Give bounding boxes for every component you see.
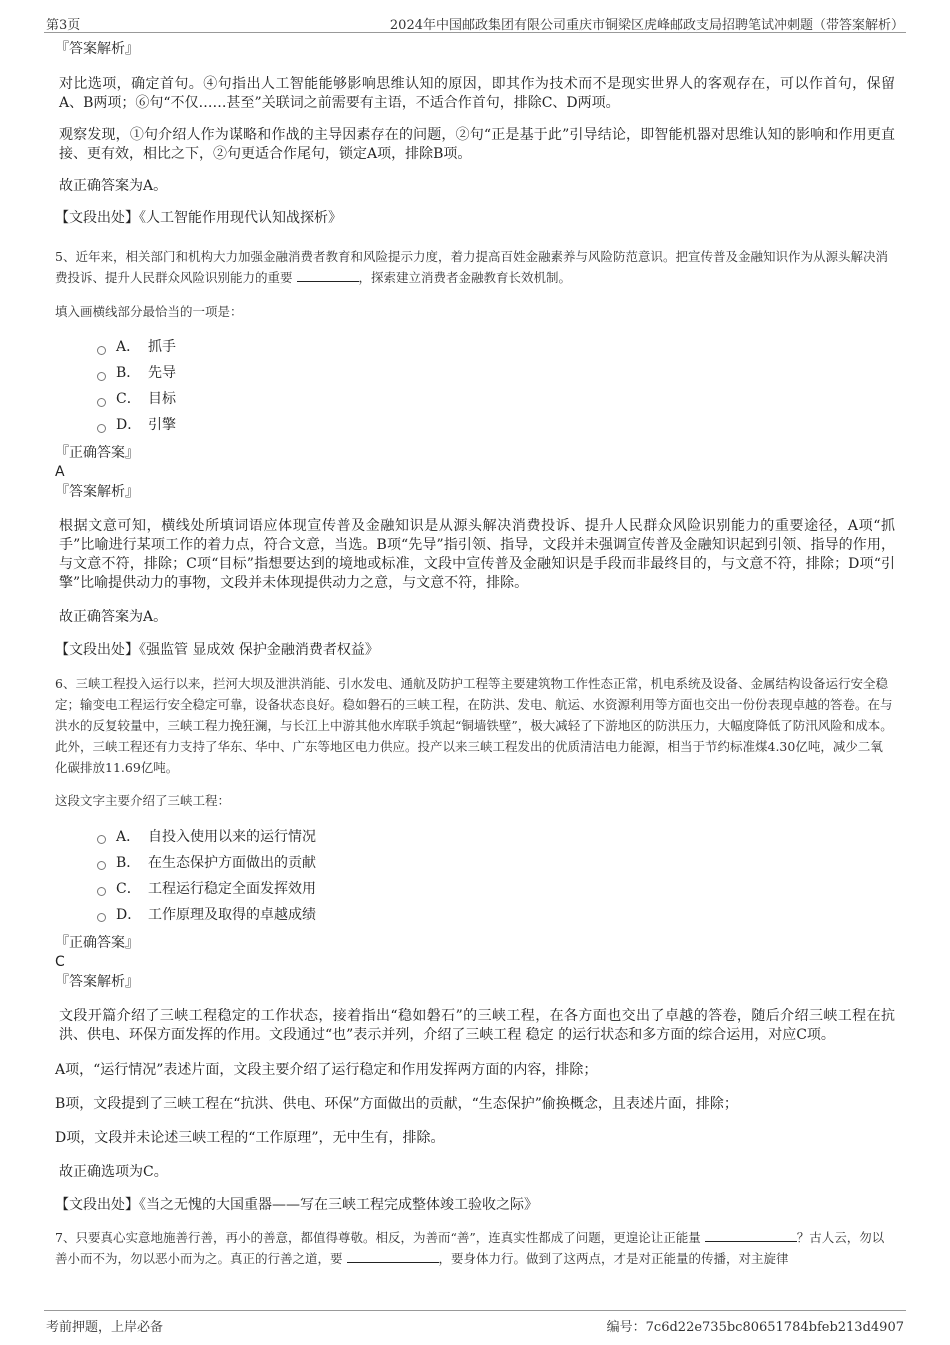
stem-text: ，要身体力行。做到了这两点，才是对正能量的传播，对主旋律 [438,1251,789,1266]
question-stem [55,1227,895,1269]
option-a-note: A项，“运行情况”表述片面，文段主要介绍了运行稳定和作用发挥两方面的内容，排除； [55,1061,598,1078]
question-4-analysis [55,40,895,228]
question-prompt: 这段文字主要介绍了三峡工程： [55,793,231,808]
question-prompt: 填入画横线部分最恰当的一项是： [55,303,243,319]
analysis-paragraph: 观察发现，①句介绍人作为谋略和作战的主导因素存在的问题，②句“正是基于此”引导结论，即智能机器对思维认知的影响和作用更直接、更有效，相比之下，②句更适合作尾句，锁定A项，排除B项。 [59,127,895,162]
analysis-label: 『答案解析』 [55,41,139,57]
fill-blank [347,1249,439,1263]
option-letter: D． [116,906,142,923]
option-letter: B． [116,854,141,871]
option-d[interactable] [55,412,895,438]
option-text: 先导 [148,365,176,381]
stem-text: 5、近年来，相关部门和机构大力加强金融消费者教育和风险提示力度，着力提高百姓金融素养与风险防范意识。把宣传普及金融知识作为从源头解决消费投诉、提升人民群众风险识别能力的重要 [55,249,888,285]
question-stem [55,246,895,288]
option-letter: D． [116,417,142,433]
conclusion: 故正确选项为C。 [59,1163,168,1180]
analysis-label: 『答案解析』 [55,484,139,500]
analysis-paragraph: 根据文意可知，横线处所填词语应体现宣传普及金融知识是从源头解决消费投诉、提升人民群众风险识别能力的重要途径，A项“抓手”比喻进行某项工作的着力点，符合文意，当选。B项“先导”指引领、指导，文段并未强调宣传普及金融知识起到引领、指导的作用，与文意不符，排除；C项“目标”指想要达到的境地或标准，文段中宣传普及金融知识是手段而非最终目的，与文意不符，排除；D项“引擎”比喻提供动力的事物，文段并未体现提供动力之意，与文意不符，排除。 [59,518,895,591]
source: 【文段出处】《当之无愧的大国重器——写在三峡工程完成整体竣工验收之际》 [55,1196,538,1213]
radio-icon[interactable] [97,424,106,433]
conclusion: 故正确答案为A。 [59,609,168,625]
option-b[interactable] [55,360,895,386]
document-title: 2024年中国邮政集团有限公司重庆市铜梁区虎峰邮政支局招聘笔试冲刺题（带答案解析） [389,18,904,33]
radio-icon[interactable] [97,861,106,870]
option-text: 目标 [148,391,176,407]
option-text: 在生态保护方面做出的贡献 [148,854,316,871]
option-d-note: D项，文段并未论述三峡工程的“工作原理”，无中生有，排除。 [55,1129,445,1146]
option-a[interactable] [55,334,895,360]
option-letter: A． [116,828,141,845]
option-letter: C． [116,880,141,897]
analysis-paragraph: 对比选项，确定首句。④句指出人工智能能够影响思维认知的原因，即其作为技术而不是现实世界人的客观存在，可以作首句，保留A、B两项；⑥句“不仅……甚至”关联词之前需要有主语，不适合作首句，排除C、D两项。 [59,76,895,111]
radio-icon[interactable] [97,372,106,381]
option-c[interactable] [55,386,895,412]
option-b-note: B项，文段提到了三峡工程在“抗洪、供电、环保”方面做出的贡献，“生态保护”偷换概念，且表述片面，排除； [55,1095,738,1112]
option-text: 抓手 [148,339,176,355]
page-header [44,12,906,33]
question-7 [55,1227,895,1269]
option-d[interactable] [55,902,895,928]
option-b[interactable] [55,850,895,876]
option-text: 工程运行稳定全面发挥效用 [148,880,316,897]
document-id: 编号：7c6d22e735bc80651784bfeb213d4907 [606,1320,904,1335]
radio-icon[interactable] [97,913,106,922]
option-letter: A． [116,339,141,355]
conclusion: 故正确答案为A。 [59,178,168,194]
question-5 [55,246,895,660]
fill-blank [297,268,359,282]
analysis-label: 『答案解析』 [55,973,139,990]
correct-answer: A [55,464,65,480]
option-text: 引擎 [148,417,176,433]
stem-text: ，探索建立消费者金融教育长效机制。 [358,270,572,285]
options-list [55,824,895,928]
page-footer [44,1310,906,1335]
question-6 [55,673,895,1215]
option-text: 工作原理及取得的卓越成绩 [148,906,316,923]
analysis-paragraph: 文段开篇介绍了三峡工程稳定的工作状态，接着指出“稳如磐石”的三峡工程，在各方面也交出了卓越的答卷，随后介绍三峡工程在抗洪、供电、环保方面发挥的作用。文段通过“也”表示并列，介绍了三峡工程 稳定 的运行状态和多方面的综合运用，对应C项。 [59,1007,895,1043]
answer-label: 『正确答案』 [55,934,139,951]
page-number: 第3页 [46,18,81,33]
source: 【文段出处】《强监管 显成效 保护金融消费者权益》 [55,642,379,658]
option-letter: C． [116,391,141,407]
source: 【文段出处】《人工智能作用现代认知战探析》 [55,210,342,226]
correct-answer: C [55,953,65,970]
option-text: 自投入使用以来的运行情况 [148,828,316,845]
radio-icon[interactable] [97,887,106,896]
footer-slogan: 考前押题，上岸必备 [46,1320,164,1335]
option-a[interactable] [55,824,895,850]
fill-blank [705,1228,797,1242]
option-c[interactable] [55,876,895,902]
stem-text: ？古人云，勿以善小而不为，勿以恶小而为之。真正的行善之道，要 [55,1230,885,1266]
answer-label: 『正确答案』 [55,445,139,461]
document-body [55,40,895,1282]
radio-icon[interactable] [97,346,106,355]
options-list [55,334,895,438]
radio-icon[interactable] [97,835,106,844]
question-stem: 6、三峡工程投入运行以来，拦河大坝及泄洪消能、引水发电、通航及防护工程等主要建筑物工作性态正常，机电系统及设备、金属结构设备运行安全稳定；输变电工程运行安全稳定可靠，设备状态良好。稳如磐石的三峡工程，在防洪、发电、航运、水资源利用等方面也交出一份份表现卓越的答卷。在与洪水的反复较量中，三峡工程力挽狂澜，与长江上中游其他水库联手筑起“铜墙铁壁”，极大减轻了下游地区的防洪压力，大幅度降低了防汛风险和成本。此外，三峡工程还有力支持了华东、华中、广东等地区电力供应。投产以来三峡工程发出的优质清洁电力能源，相当于节约标准煤4.30亿吨，减少二氧化碳排放11.69亿吨。 [55,675,893,775]
stem-text: 7、只要真心实意地施善行善，再小的善意，都值得尊敬。相反，为善而“善”，连真实性都成了问题，更遑论让正能量 [55,1230,701,1245]
option-letter: B． [116,365,141,381]
radio-icon[interactable] [97,398,106,407]
